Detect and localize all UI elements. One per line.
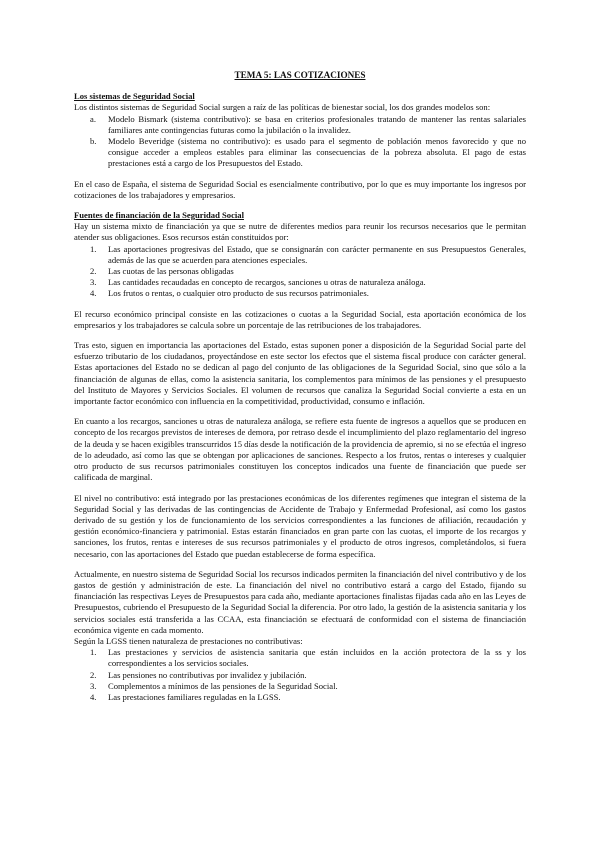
list-item [74,114,526,136]
list-item [74,692,526,703]
list-item-text: Las pensiones no contributivas por invalidez y jubilación. [108,669,307,680]
non-contributory-list [74,647,526,703]
list-item [74,288,526,299]
paragraph: Los distintos sistemas de Seguridad Social surgen a raíz de las políticas de bienestar social, los dos grandes modelos son: [74,102,491,113]
list-item [74,244,526,266]
model-list [74,114,526,170]
paragraph: El recurso económico principal consiste en las cotizaciones o cuotas a la Seguridad Social, esta aportación económica de los empresarios y los trabajadores se calcula sobre un porcentaje de las retribuciones de los trabajadores. [74,308,526,330]
list-item-text: Las cantidades recaudadas en concepto de recargos, sanciones u otras de naturaleza análoga. [108,277,426,288]
list-item [74,136,526,170]
section-heading-fuentes: Fuentes de financiación de la Seguridad Social [74,210,244,221]
list-item [74,670,526,681]
list-item [74,266,526,277]
paragraph: Hay un sistema mixto de financiación ya que se nutre de diferentes medios para reunir los recursos necesarios que le permitan atender sus obligaciones. Esos recursos están constituidos por: [74,221,526,243]
resources-list [74,244,526,300]
list-item-text: Complementos a mínimos de las pensiones de la Seguridad Social. [108,680,338,691]
list-marker: 4. [90,691,97,702]
list-marker: 3. [90,680,97,691]
list-marker: 1. [90,243,97,254]
list-item-text: Modelo Beveridge (sistema no contributivo): es usado para el segmento de población menos favorecido y que no consigue acceder a empleos estables para eliminar las consecuencias de la pobreza absoluta. El pago de estas prestaciones está a cargo de los Presupuestos del Estado. [108,136,526,169]
paragraph: Según la LGSS tienen naturaleza de prestaciones no contributivas: [74,635,303,646]
list-marker: 2. [90,266,97,277]
document-title: TEMA 5: LAS COTIZACIONES [234,70,366,80]
list-marker: a. [90,113,96,124]
list-item-text: Modelo Bismark (sistema contributivo): se basa en criterios profesionales tratando de mantener las rentas salariales familiares ante contingencias futuras como la jubilación o la invalidez. [108,113,526,135]
paragraph: Actualmente, en nuestro sistema de Seguridad Social los recursos indicados permiten la financiación del nivel contributivo y de los gastos de gestión y administración de este. La financiación del nivel no contributivo estará a cargo del Estado, fijando su financiación las respectivas Leyes de Presupuestos para cada año, mediante aportaciones finalistas fijadas cada año en las Leyes de Presupuestos, cubriendo el Presupuesto de la Seguridad Social la diferencia. Por otro lado, la gestión de la asistencia sanitaria y los servicios sociales está transferida a las CCAA, esta financiación se efectuará de conformidad con el sistema de financiación económica vigente en cada momento. [74,568,526,635]
list-item-text: Las prestaciones familiares reguladas en la LGSS. [108,691,281,702]
document-page [74,70,526,703]
list-item-text: Las aportaciones progresivas del Estado, que se consignarán con carácter permanente en sus Presupuestos Generales, además de las que se acuerden para atenciones especiales. [108,243,526,265]
paragraph: Tras esto, siguen en importancia las aportaciones del Estado, estas suponen poner a disposición de la Seguridad Social parte del esfuerzo tributario de los ciudadanos, proyectándose en este sector los efectos que el sistema fiscal produce con carácter general. Estas aportaciones del Estado no se dedican al pago del conjunto de las obligaciones de la Seguridad Social, sino que sólo a la financiación de algunas de ellas, como la asistencia sanitaria, los complementos para mínimos de las pensiones y el presupuesto del Instituto de Mayores y Servicios Sociales. El volumen de recursos que canaliza la Seguridad Social convierte a esta en un importante factor económico con influencia en la competitividad, productividad, consumo e inflación. [74,340,526,407]
paragraph: En el caso de España, el sistema de Seguridad Social es esencialmente contributivo, por lo que es muy importante los ingresos por cotizaciones de los trabajadores y empresarios. [74,178,526,200]
list-item-text: Las prestaciones y servicios de asistencia sanitaria que están incluidos en la acción protectora de la ss y los correspondientes a los servicios sociales. [108,647,526,669]
list-marker: 1. [90,647,97,658]
section-heading-sistemas: Los sistemas de Seguridad Social [74,91,195,102]
list-marker: 3. [90,277,97,288]
list-marker: 4. [90,288,97,299]
list-item-text: Los frutos o rentas, o cualquier otro producto de sus recursos patrimoniales. [108,288,369,299]
paragraph: El nivel no contributivo: está integrado por las prestaciones económicas de los diferentes regímenes que integran el sistema de la Seguridad Social y las derivadas de las contingencias de Accidente de Trabajo y Enfermedad Profesional, así como los gastos derivado de su gestión y los de funcionamiento de los servicios correspondientes a las funciones de afiliación, recaudación y gestión económico-financiera y patrimonial. Estas estarán financiados en gran parte con las cuotas, el importe de los recargos y sanciones, los frutos, rentas e intereses de sus recursos patrimoniales y el producto de otros ingresos, completándolos, si fuera necesario, con las aportaciones del Estado que puedan establecerse de forma específica. [74,492,526,559]
list-item [74,681,526,692]
list-item-text: Las cuotas de las personas obligadas [108,266,234,277]
paragraph: En cuanto a los recargos, sanciones u otras de naturaleza análoga, se refiere esta fuente de ingresos a aquellos que se producen en concepto de los recargos previstos de intereses de demora, por retraso desde el incumplimiento del plazo reglamentario del ingreso de la deuda y se hacen exigibles transcurridos 15 días desde la notificación de la providencia de apremio, si no se efectúa el ingreso de lo adeudado, así como las que se obtengan por aplicaciones de sanciones. Respecto a los frutos, rentas o intereses y cualquier otro producto de sus recursos patrimoniales constituyen los conceptos indicados una fuente de financiación que puede ser calificada de marginal. [74,416,526,483]
list-item [74,647,526,669]
list-marker: b. [90,136,97,147]
list-item [74,277,526,288]
list-marker: 2. [90,669,97,680]
